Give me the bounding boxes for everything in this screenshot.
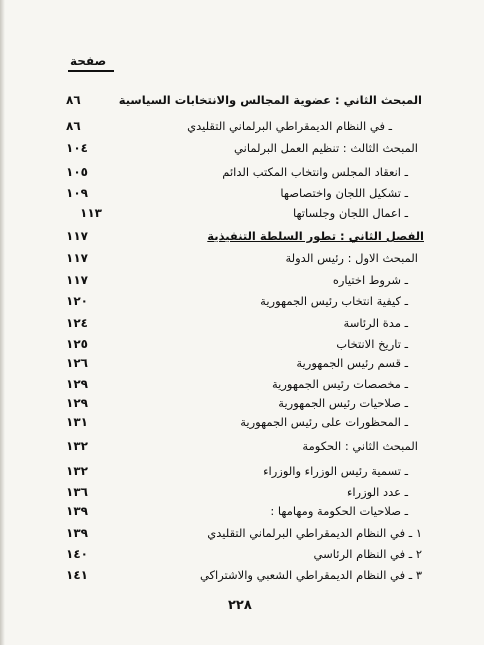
toc-entry-text: ـ تسمية رئيس الوزراء والوزراء bbox=[263, 464, 408, 478]
toc-row bbox=[66, 163, 418, 181]
toc-entry-text: ـ تشكيل اللجان واختصاصها bbox=[280, 186, 408, 200]
toc-page-number: ٨٦ bbox=[66, 93, 81, 107]
toc-entry-text: ٣ ـ في النظام الديمقراطي الشعبي والاشتراكي bbox=[199, 568, 422, 582]
toc-row bbox=[66, 139, 418, 157]
toc-entry-text: ـ مدة الرئاسة bbox=[343, 316, 408, 330]
toc-row bbox=[66, 354, 418, 372]
toc-entry-text: ـ اعمال اللجان وجلساتها bbox=[292, 206, 408, 220]
toc-entry-text: ـ شروط اختياره bbox=[332, 273, 408, 287]
toc-page-number: ١٢٥ bbox=[66, 337, 88, 351]
page-column-header: صفحة bbox=[70, 54, 107, 68]
toc-page-number: ١١٣ bbox=[80, 206, 102, 220]
toc-entry-text: ٢ ـ في النظام الرئاسي bbox=[313, 547, 422, 561]
header-underline bbox=[68, 70, 114, 72]
toc-row bbox=[66, 375, 418, 393]
toc-row bbox=[66, 227, 424, 245]
toc-entry-text: ـ كيفية انتخاب رئيس الجمهورية bbox=[260, 294, 408, 308]
toc-row bbox=[66, 91, 422, 109]
toc-row bbox=[66, 483, 418, 501]
toc-entry-text: المبحث الاول : رئيس الدولة bbox=[285, 251, 418, 265]
toc-page-number: ١٢٦ bbox=[66, 356, 88, 370]
toc-page-number: ١٢٩ bbox=[66, 396, 88, 410]
toc-page-number: ١٣٢ bbox=[66, 464, 88, 478]
toc-page-number: ٨٦ bbox=[66, 119, 81, 133]
toc-row bbox=[66, 462, 418, 480]
chapter-title: الفصل الثاني : تطور السلطة التنفيذية bbox=[207, 229, 424, 243]
toc-entry-text: ١ ـ في النظام الديمقراطي البرلماني التقليدي bbox=[207, 526, 422, 540]
toc-page-number: ١٤٠ bbox=[66, 547, 88, 561]
toc-row bbox=[66, 249, 418, 267]
toc-page-number: ١٣٦ bbox=[66, 485, 88, 499]
toc-entry-text: ـ صلاحيات رئيس الجمهورية bbox=[278, 396, 408, 410]
toc-page-number: ١٢٩ bbox=[66, 377, 88, 391]
toc-entry-text: المبحث الثالث : تنظيم العمل البرلماني bbox=[234, 141, 418, 155]
toc-row bbox=[66, 566, 422, 584]
toc-entry-text: ـ قسم رئيس الجمهورية bbox=[296, 356, 408, 370]
toc-page-number: ١٠٤ bbox=[66, 141, 88, 155]
toc-entry-text: ـ مخصصات رئيس الجمهورية bbox=[271, 377, 408, 391]
toc-row bbox=[66, 314, 418, 332]
page-edge-shadow bbox=[0, 0, 5, 645]
toc-row bbox=[66, 413, 418, 431]
toc-page-number: ١٣١ bbox=[66, 415, 88, 429]
toc-entry-text: ـ انعقاد المجلس وانتخاب المكتب الدائم bbox=[222, 165, 408, 179]
toc-entry-text: ـ في النظام الديمقراطي البرلماني التقليدي bbox=[187, 119, 392, 133]
toc-row bbox=[66, 335, 418, 353]
toc-page-number: ١٣٢ bbox=[66, 439, 88, 453]
toc-entry-text: المبحث الثاني : الحكومة bbox=[302, 439, 418, 453]
toc-page-number: ١٢٤ bbox=[66, 316, 88, 330]
toc-entry-text: ـ عدد الوزراء bbox=[346, 485, 408, 499]
toc-row bbox=[66, 394, 418, 412]
toc-row bbox=[66, 184, 418, 202]
toc-row bbox=[66, 502, 418, 520]
toc-row bbox=[66, 292, 418, 310]
toc-page-number: ١٣٩ bbox=[66, 526, 88, 540]
toc-row bbox=[66, 204, 418, 222]
toc-page-number: ١٣٩ bbox=[66, 504, 88, 518]
toc-page-number: ١٢٠ bbox=[66, 294, 88, 308]
toc-entry-text: ـ صلاحيات الحكومة ومهامها : bbox=[270, 504, 408, 518]
toc-page-number: ١١٧ bbox=[66, 251, 88, 265]
toc-row bbox=[66, 545, 422, 563]
toc-page-number: ١١٧ bbox=[66, 273, 88, 287]
toc-page-number: ١٠٥ bbox=[66, 165, 88, 179]
toc-row bbox=[66, 117, 418, 135]
toc-entry-text: المبحث الثاني : عضوية المجالس والانتخابات السياسية bbox=[118, 93, 422, 107]
page-number: ٢٢٨ bbox=[228, 598, 252, 613]
toc-page-number: ١٠٩ bbox=[66, 186, 88, 200]
toc-entry-text: ـ المحظورات على رئيس الجمهورية bbox=[240, 415, 408, 429]
toc-entry-text: ـ تاريخ الانتخاب bbox=[336, 337, 408, 351]
toc-row bbox=[66, 524, 422, 542]
toc-row bbox=[66, 271, 418, 289]
toc-page-number: ١٤١ bbox=[66, 568, 88, 582]
toc-page-number: ١١٧ bbox=[66, 229, 88, 243]
toc-row bbox=[66, 437, 418, 455]
